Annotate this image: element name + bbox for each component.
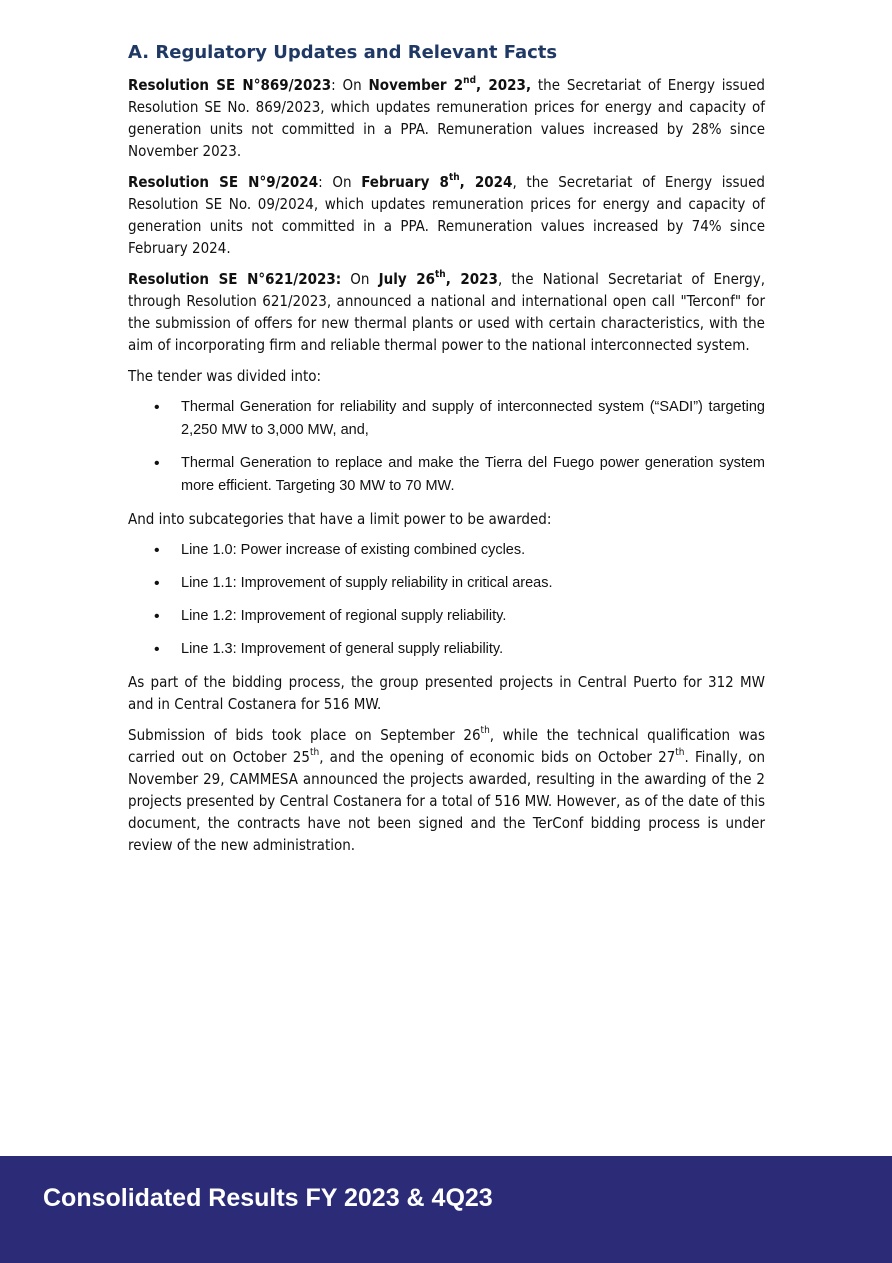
bidding-paragraph: As part of the bidding process, the group presented projects in Central Puerto for 312 MW and in Central Costanera for 516 MW. — [128, 673, 765, 713]
text-span: : On — [318, 173, 362, 191]
list-item: • Line 1.1: Improvement of supply reliability in critical areas. — [181, 572, 765, 595]
resolution-869-paragraph — [128, 74, 765, 162]
page-content — [128, 40, 765, 865]
list-item: • Line 1.0: Power increase of existing combined cycles. — [181, 539, 765, 562]
resolution-869-title: Resolution SE N°869/2023 — [128, 76, 332, 94]
resolution-621-paragraph — [128, 268, 765, 356]
resolution-9-date — [361, 173, 512, 191]
list-item: • Line 1.3: Improvement of general supply reliability. — [181, 638, 765, 661]
resolution-621-date — [379, 270, 498, 288]
tender-intro: The tender was divided into: — [128, 367, 322, 385]
text-span: , 2023, — [476, 76, 532, 94]
superscript: th — [480, 725, 490, 736]
text-span: On — [341, 270, 379, 288]
text-span: : On — [331, 76, 369, 94]
resolution-621-title: Resolution SE N°621/2023: — [128, 270, 342, 288]
subcategory-intro: And into subcategories that have a limit power to be awarded: — [128, 510, 552, 528]
superscript: th — [675, 747, 685, 758]
tender-list — [128, 396, 765, 498]
text-span: November 2 — [368, 76, 464, 94]
text-span: , 2023 — [445, 270, 498, 288]
resolution-9-paragraph — [128, 171, 765, 259]
resolution-9-title: Resolution SE N°9/2024 — [128, 173, 319, 191]
text-span: , 2024 — [459, 173, 513, 191]
text-span: July 26 — [378, 270, 435, 288]
superscript: th — [448, 172, 460, 183]
resolution-869-date — [369, 76, 532, 94]
superscript: th — [435, 269, 446, 280]
section-title: A. Regulatory Updates and Relevant Facts — [128, 42, 558, 63]
text-span: , and the opening of economic bids on October 27 — [319, 748, 676, 766]
superscript: nd — [463, 75, 477, 86]
text-span: . Finally, on November 29, CAMMESA announced the projects awarded, resulting in the awarding of the 2 projects presented by Central Costanera for a total of 516 MW. However, as of the date of this document, the contracts have not been signed and the TerConf bidding process is under review of the new administration. — [128, 748, 765, 854]
footer-banner — [0, 1156, 892, 1263]
resolution-869-text: the Secretariat of Energy issued Resolution SE No. 869/2023, which updates remuneration prices for energy and capacity of generation units not committed in a PPA. Remuneration values increased by 28% since November 2023. — [128, 76, 765, 160]
subcategory-list — [128, 539, 765, 661]
list-item: • Line 1.2: Improvement of regional supply reliability. — [181, 605, 765, 628]
resolution-9-text: , the Secretariat of Energy issued Resolution SE No. 09/2024, which updates remuneration prices for energy and capacity of generation units not committed in a PPA. Remuneration values increased by 74% since February 2024. — [128, 173, 765, 257]
text-span: , while the technical qualification was carried out on October 25 — [128, 726, 765, 766]
footer-title: Consolidated Results FY 2023 & 4Q23 — [43, 1184, 493, 1212]
text-span: February 8 — [361, 173, 449, 191]
superscript: th — [309, 747, 320, 758]
bid-timeline-paragraph — [128, 724, 765, 856]
list-item: • Thermal Generation to replace and make the Tierra del Fuego power generation system more efficient. Targeting 30 MW to 70 MW. — [181, 452, 765, 498]
list-item: • Thermal Generation for reliability and supply of interconnected system (“SADI”) targeting 2,250 MW to 3,000 MW, and, — [181, 396, 765, 442]
text-span: Submission of bids took place on September 26 — [128, 726, 481, 744]
resolution-621-text: , the National Secretariat of Energy, through Resolution 621/2023, announced a national and international open call "Terconf" for the submission of offers for new thermal plants or used with certain characteristics, with the aim of incorporating firm and reliable thermal power to the national interconnected system. — [128, 270, 766, 354]
